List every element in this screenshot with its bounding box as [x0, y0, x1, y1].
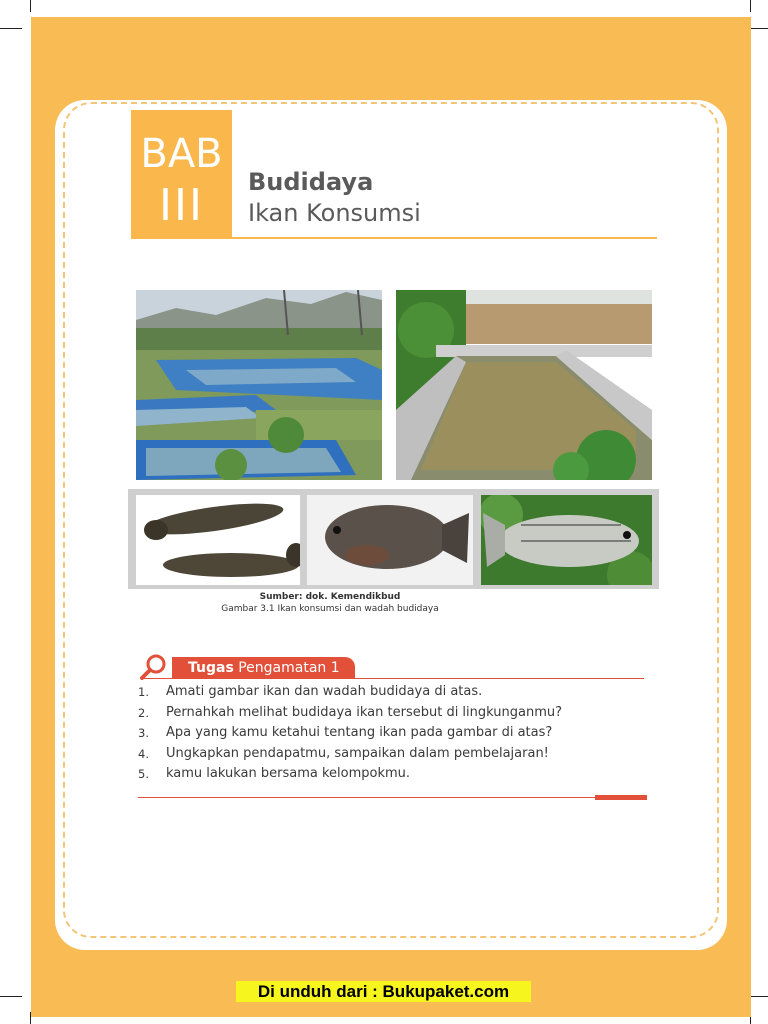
chapter-title-line1: Budidaya: [248, 168, 374, 196]
photo-pond-landscape: [136, 290, 382, 480]
task-title: [172, 657, 355, 679]
figure-caption: Gambar 3.1 Ikan konsumsi dan wadah budidaya: [221, 604, 439, 614]
list-item-text: Apa yang kamu ketahui tentang ikan pada gambar di atas?: [166, 725, 553, 741]
title-underline: [131, 237, 657, 239]
list-item-text: Ungkapkan pendapatmu, sampaikan dalam pembelajaran!: [166, 745, 549, 761]
list-item-number: 4.: [138, 746, 149, 761]
task-title-rest: Pengamatan 1: [233, 660, 340, 676]
list-item-number: 1.: [138, 685, 149, 699]
figure-source: Sumber: dok. Kemendikbud: [259, 592, 401, 602]
crop-mark: [0, 28, 22, 29]
list-item-number: 5.: [138, 767, 149, 782]
task-title-bold: Tugas: [188, 660, 234, 676]
task-title-rule: [140, 678, 644, 679]
chapter-label: BAB: [140, 131, 223, 177]
list-item-text: Pernahkah melihat budidaya ikan tersebut di lingkunganmu?: [166, 704, 563, 720]
photo-concrete-pond: [396, 290, 652, 480]
list-item-text: kamu lakukan bersama kelompokmu.: [166, 766, 411, 782]
list-item-text: Amati gambar ikan dan wadah budidaya di atas.: [166, 684, 483, 699]
list-item-number: 3.: [138, 726, 149, 741]
task-bottom-rule: [138, 797, 646, 798]
chapter-number: III: [159, 180, 204, 231]
task-bottom-accent: [595, 795, 647, 800]
crop-mark: [750, 0, 751, 12]
chapter-badge: [131, 110, 232, 238]
list-item-number: 2.: [138, 705, 149, 720]
crop-mark: [30, 0, 31, 12]
photo-tilapia: [481, 495, 652, 585]
download-source-link[interactable]: Di unduh dari : Bukupaket.com: [236, 981, 531, 1002]
chapter-title-line2: Ikan Konsumsi: [248, 199, 421, 227]
photo-gourami: [307, 495, 473, 585]
crop-mark: [0, 996, 22, 997]
photo-catfish: [136, 495, 300, 585]
